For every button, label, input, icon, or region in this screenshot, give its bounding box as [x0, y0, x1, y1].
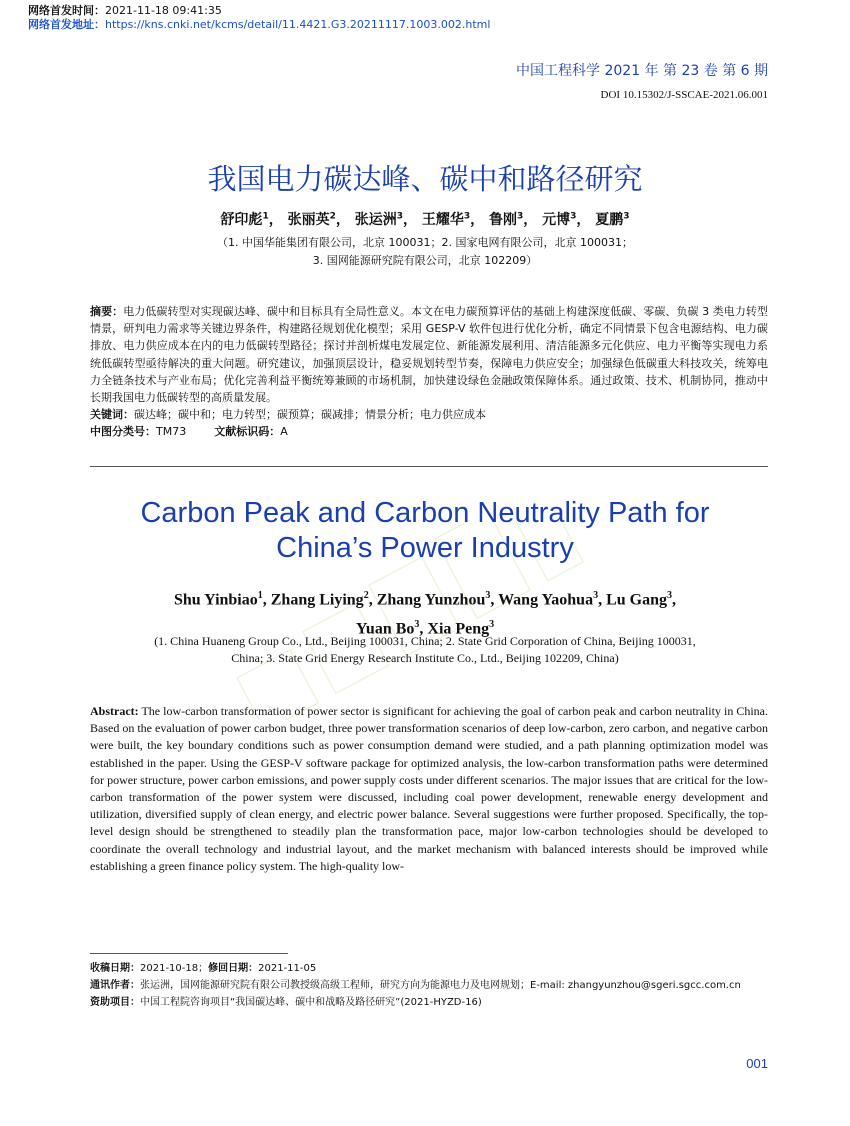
publish-url-link[interactable]: https://kns.cnki.net/kcms/detail/11.4421.G3.20211117.1003.002.html [105, 18, 491, 31]
corresponding-value: 张运洲，国网能源研究院有限公司教授级高级工程师，研究方向为能源电力及电网规划；E-mail: zhangyunzhou@sgeri.sgcc.com.cn [140, 980, 741, 991]
publish-time-value: 2021-11-18 09:41:35 [105, 4, 222, 17]
publication-info [28, 4, 490, 32]
footnote-divider [90, 953, 288, 954]
cn-author: 鲁刚 [489, 212, 517, 228]
en-abstract-label: Abstract: [90, 704, 139, 718]
doc-code-value: A [280, 425, 288, 439]
en-author-sup: 1 [257, 590, 263, 601]
cn-keywords-text: 碳达峰；碳中和；电力转型；碳预算；碳减排；情景分析；电力供应成本 [134, 408, 486, 422]
chinese-affiliations [0, 234, 850, 270]
cn-author-sup: 3 [623, 211, 630, 222]
cn-author-sup: 3 [570, 211, 577, 222]
en-author: Xia Peng [427, 620, 490, 638]
funding-label: 资助项目： [90, 997, 140, 1008]
doi: DOI 10.15302/J-SSCAE-2021.06.001 [600, 89, 768, 101]
classification-row [90, 423, 768, 440]
en-author: Shu Yinbiao [174, 591, 258, 609]
footnotes [90, 960, 780, 1011]
cn-keywords-label: 关键词： [90, 408, 134, 422]
publish-time-row [28, 4, 490, 18]
en-author-sup: 3 [593, 590, 599, 601]
cn-author-sup: 3 [463, 211, 471, 222]
en-author-sup: 3 [414, 619, 420, 631]
chinese-abstract [90, 303, 768, 406]
section-divider [90, 466, 768, 467]
chinese-authors: 舒印彪$^1$， 张丽英$^2$， 张运洲$^3$， 王耀华$^3$， 鲁刚$^3$， 元博$^3$， 夏鹏$^3$ [220, 211, 630, 228]
page-number: 001 [746, 1056, 768, 1071]
revised-label: 修回日期： [208, 963, 259, 974]
en-authors-line: Yuan Bo$^3$, Xia Peng$^3$ [355, 619, 495, 638]
chinese-title: 我国电力碳达峰、碳中和路径研究 [207, 162, 643, 196]
en-authors-line: Shu Yinbiao$^1$, Zhang Liying$^2$, Zhang Yunzhou$^3$, Wang Yaohua$^3$, Lu Gang$^3$, [174, 590, 676, 609]
en-title-line: Carbon Peak and Carbon Neutrality Path for [140, 497, 710, 529]
publish-url-row [28, 18, 490, 32]
clc-value: TM73 [156, 425, 187, 439]
en-author-sup: 2 [363, 590, 369, 601]
cn-author-sup: 3 [396, 211, 403, 222]
funding-row [90, 994, 780, 1011]
en-affiliation-line: (1. China Huaneng Group Co., Ltd., Beijing 100031, China; 2. State Grid Corporation of China, Beijing 100031, [154, 634, 696, 648]
english-abstract [90, 703, 768, 875]
english-affiliations [0, 633, 850, 667]
en-author: Zhang Yunzhou [376, 591, 486, 609]
cn-author: 舒印彪 [220, 212, 263, 228]
publish-url-label: 网络首发地址： [28, 18, 105, 31]
en-author: Yuan Bo [355, 620, 415, 638]
corresponding-row [90, 977, 780, 994]
cn-author: 张丽英 [287, 212, 330, 228]
cn-author: 王耀华 [421, 212, 464, 228]
cn-author: 夏鹏 [595, 212, 624, 228]
publish-time-label: 网络首发时间： [28, 4, 105, 17]
revised-value: 2021-11-05 [258, 963, 317, 974]
en-author: Wang Yaohua [498, 591, 594, 609]
chinese-abstract-block [90, 303, 768, 441]
en-author: Zhang Liying [270, 591, 364, 609]
dates-row [90, 960, 780, 977]
cn-author-sup: 2 [329, 211, 336, 222]
chinese-keywords [90, 406, 768, 423]
en-abstract-text: The low-carbon transformation of power sector is significant for achieving the goal of carbon peak and carbon neutrality in China. Based on the evaluation of power carbon budget, three power transformation scenarios of deep low-carbon, zero carbon, and negative carbon were built, the key boundary conditions such as power consumption demand were studied, and a path planning optimization model was established in the paper. Using the GESP-V software package for optimized analysis, the low-carbon transformation paths were determined for power structure, power carbon emissions, and power supply costs under different scenarios. The major issues that are critical for the low-carbon transformation of the power system were discussed, including coal power development, renewable energy development and utilization, diversified supply of clean energy, and electric power balance. Several suggestions were further proposed. Specifically, the top-level design should be strengthened to steadily plan the transformation pace, major low-carbon technologies should be developed to coordinate the overall technology and industrial layout, and the market mechanism with balanced interests should be improved while establishing a green finance policy system. The high-quality low- [90, 704, 768, 873]
english-title [0, 496, 850, 566]
cn-author-sup: 1 [262, 211, 269, 222]
cn-abstract-label: 摘要： [90, 305, 124, 318]
en-author: Lu Gang [606, 591, 667, 609]
corresponding-label: 通讯作者： [90, 980, 140, 991]
cn-author: 元博 [542, 212, 571, 228]
en-author-sup: 3 [489, 619, 495, 631]
doc-code-label: 文献标识码： [214, 425, 281, 439]
received-value: 2021-10-18； [140, 963, 209, 974]
cn-abstract-text: 电力低碳转型对实现碳达峰、碳中和目标具有全局性意义。本文在电力碳预算评估的基础上构建深度低碳、零碳、负碳 3 类电力转型情景，研判电力需求等关键边界条件，构建路径规划优化模型；采用 GESP-V 软件包进行优化分析，确定不同情景下包含电源结构、电力碳排放、电力供应成本在内的电力低碳转型路径；探讨并剖析煤电发展定位、新能源发展利用、清洁能源多元化供应、电力平衡等实现电力系统低碳转型亟待解决的重大问题。研究建议，加强顶层设计，稳妥规划转型节奏，保障电力供应安全；加强绿色低碳重大科技攻关，统筹电力全链条技术与产业布局；优化完善利益平衡统筹兼顾的市场机制，加快建设绿色金融政策保障体系。通过政策、技术、机制协同，推动中长期我国电力低碳转型的高质量发展。 [90, 305, 768, 405]
received-label: 收稿日期： [90, 963, 140, 974]
cn-affiliation-line: 3. 国网能源研究院有限公司，北京 102209） [312, 254, 538, 267]
clc-label: 中图分类号： [90, 425, 156, 439]
cn-affiliation-line: （1. 中国华能集团有限公司，北京 100031；2. 国家电网有限公司，北京 100031； [217, 236, 633, 249]
en-author-sup: 3 [666, 590, 672, 601]
en-title-line: China’s Power Industry [276, 532, 574, 564]
en-author-sup: 3 [485, 590, 491, 601]
cn-author: 张运洲 [354, 212, 397, 228]
cn-author-sup: 3 [517, 211, 524, 222]
funding-value: 中国工程院咨询项目“我国碳达峰、碳中和战略及路径研究”(2021-HYZD-16) [140, 997, 482, 1008]
en-affiliation-line: China; 3. State Grid Energy Research Institute Co., Ltd., Beijing 102209, China) [231, 651, 619, 665]
journal-header: 中国工程科学 2021 年 第 23 卷 第 6 期 [516, 63, 768, 79]
